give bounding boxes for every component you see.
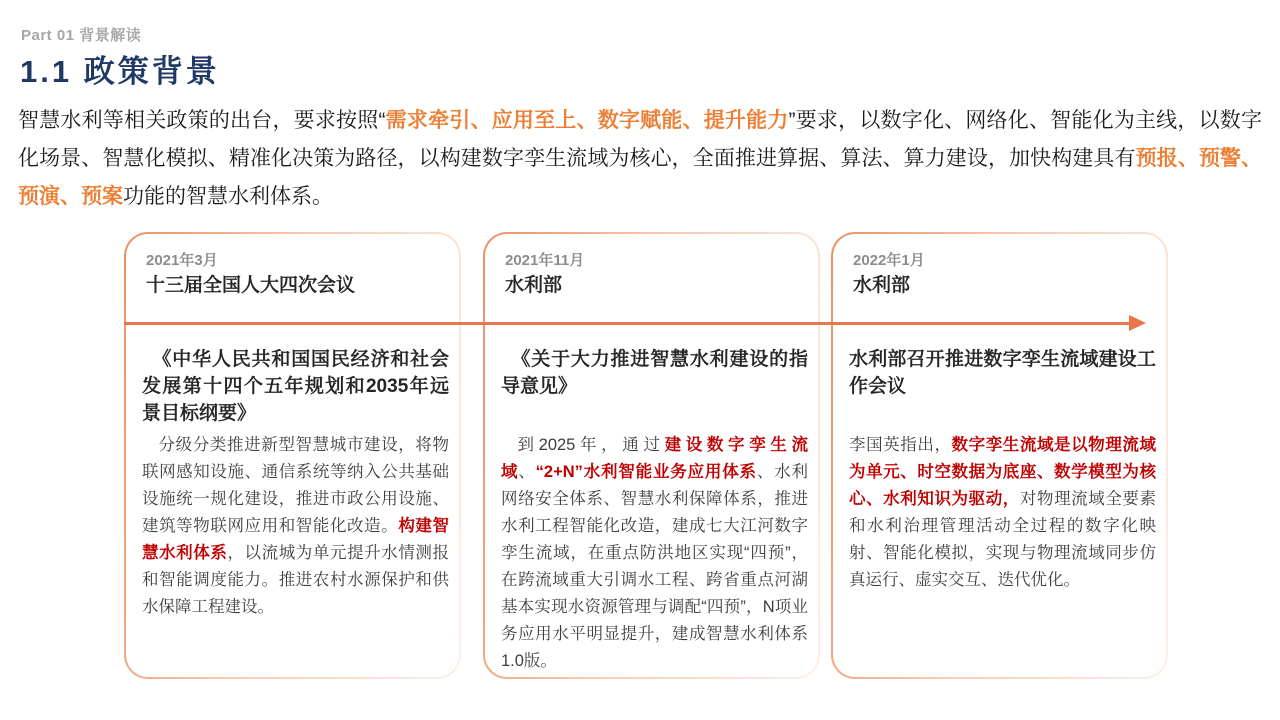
card-date: 2021年3月 — [146, 252, 218, 269]
timeline-card-2022-01 — [831, 232, 1168, 679]
card-doc-title: 《关于大力推进智慧水利建设的指导意见》 — [501, 349, 808, 397]
card-body: 李国英指出，数字孪生流域是以物理流域为单元、时空数据为底座、数学模型为核心、水利知识为驱动，对物理流域全要素和水利治理管理活动全过程的数字化映射、智能化模拟，实现与物理流域同步仿真运行、虚实交互、迭代优化。 — [849, 436, 1157, 589]
card-header — [126, 234, 459, 299]
timeline-arrow — [124, 322, 1130, 325]
intro-paragraph: 智慧水利等相关政策的出台，要求按照“需求牵引、应用至上、数字赋能、提升能力”要求，以数字化、网络化、智能化为主线，以数字化场景、智慧化模拟、精准化决策为路径，以构建数字孪生流域为核心，全面推进算据、算法、算力建设，加快构建具有预报、预警、预演、预案功能的智慧水利体系。 — [18, 109, 1263, 208]
card-header — [833, 234, 1166, 299]
card-doc-title: 《中华人民共和国国民经济和社会发展第十四个五年规划和2035年远景目标纲要》 — [142, 349, 449, 424]
card-org: 水利部 — [505, 275, 563, 296]
card-body: 到2025年，通过建设数字孪生流域、“2+N”水利智能业务应用体系、水利网络安全体系、智慧水利保障体系，推进水利工程智能化改造，建成七大江河数字孪生流域，在重点防洪地区实现“四预”，在跨流域重大引调水工程、跨省重点河湖基本实现水资源管理与调配“四预”，N项业务应用水平明显提升，建成智慧水利体系1.0版。 — [501, 436, 809, 670]
card-date: 2022年1月 — [853, 252, 925, 269]
card-body: 分级分类推进新型智慧城市建设，将物联网感知设施、通信系统等纳入公共基础设施统一规化建设，推进市政公用设施、建筑等物联网应用和智能化改造。构建智慧水利体系，以流城为单元提升水情测报和智能调度能力。推进农村水源保护和供水保障工程建设。 — [142, 436, 450, 616]
card-org: 水利部 — [853, 275, 911, 296]
timeline-card-2021-11 — [483, 232, 820, 679]
card-doc-title: 水利部召开推进数字孪生流域建设工作会议 — [849, 349, 1156, 397]
card-org: 十三届全国人大四次会议 — [146, 275, 356, 296]
page-title: 1.1 政策背景 — [20, 54, 220, 89]
timeline-card-2021-03 — [124, 232, 461, 679]
arrow-head-icon — [1129, 315, 1146, 331]
card-date: 2021年11月 — [505, 252, 585, 269]
section-kicker: Part 01 背景解读 — [21, 27, 142, 44]
card-header — [485, 234, 818, 299]
policy-timeline — [0, 232, 1280, 684]
